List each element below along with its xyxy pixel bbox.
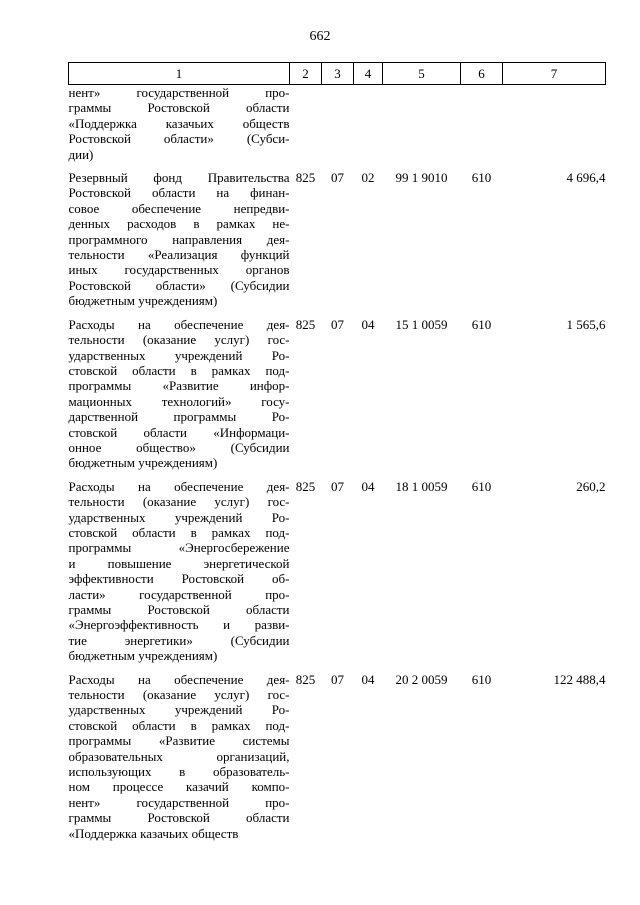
cell-rz	[322, 85, 354, 163]
description-line: тельности (оказание услуг) гос-	[68, 687, 290, 703]
description-line: ударственных учреждений Ро-	[68, 702, 290, 718]
cell-description	[69, 162, 290, 309]
description-line: Ростовской области» (Субси-	[68, 131, 290, 147]
description-line: и повышение энергетической	[68, 555, 290, 571]
cell-vr	[461, 85, 503, 163]
cell-csr: 18 1 0059	[395, 478, 448, 494]
cell-sum: 1 565,6	[566, 316, 606, 332]
cell-description	[69, 664, 290, 841]
description-line: Ростовской области» (Субсидии	[68, 277, 290, 293]
col-header-4: 4	[354, 63, 383, 85]
description-line: нент» государственной про-	[68, 794, 290, 810]
budget-table	[68, 62, 606, 841]
description-line: граммы Ростовской области	[68, 100, 290, 116]
cell-sum: 4 696,4	[566, 170, 606, 186]
cell-vr: 610	[471, 170, 492, 186]
description-line: нент» государственной про-	[68, 85, 290, 100]
cell-rz: 07	[331, 316, 344, 332]
cell-pr: 02	[361, 170, 375, 186]
col-header-3: 3	[322, 63, 354, 85]
cell-rz: 07	[331, 478, 344, 494]
description-line: программы «Развитие инфор-	[68, 378, 290, 394]
description-line: мационных технологий» госу-	[68, 393, 290, 409]
description-line: Ростовской области на финан-	[68, 185, 290, 201]
cell-description	[69, 309, 290, 471]
table-row	[69, 85, 606, 163]
description-line: Расходы на обеспечение дея-	[68, 316, 290, 332]
description-line: совое обеспечение непредви-	[68, 200, 290, 216]
cell-pr: 04	[361, 478, 375, 494]
cell-vr: 610	[471, 478, 492, 494]
description-line: тельности «Реализация функций	[68, 247, 290, 263]
cell-csr: 20 2 0059	[395, 671, 448, 687]
description-line: программы «Развитие системы	[68, 733, 290, 749]
cell-vr: 610	[471, 316, 492, 332]
table-row	[69, 309, 606, 471]
cell-sum: 122 488,4	[553, 671, 606, 687]
description-line: бюджетным учреждениям)	[68, 455, 218, 471]
description-line: стовской области в рамках под-	[68, 524, 290, 540]
table-row	[69, 471, 606, 664]
cell-pr	[354, 85, 383, 163]
description-line: иных государственных органов	[68, 262, 290, 278]
cell-gr: 825	[295, 316, 316, 332]
description-line: использующих в образователь-	[68, 764, 290, 780]
description-line: «Поддержка казачьих обществ	[68, 115, 290, 131]
description-line: образовательных организаций,	[68, 748, 290, 764]
table-row	[69, 664, 606, 841]
col-header-6: 6	[461, 63, 503, 85]
description-line: стовской области «Информаци-	[68, 424, 290, 440]
description-line: программного направления дея-	[68, 231, 290, 247]
cell-pr: 04	[361, 671, 375, 687]
description-line: стовской области в рамках под-	[68, 362, 290, 378]
description-line: Резервный фонд Правительства	[68, 170, 290, 186]
col-header-5: 5	[383, 63, 461, 85]
page-number: 662	[309, 29, 331, 44]
col-header-2: 2	[290, 63, 322, 85]
table-row	[69, 162, 606, 309]
description-line: ударственных учреждений Ро-	[68, 509, 290, 525]
cell-csr: 99 1 9010	[395, 170, 448, 186]
description-line: Расходы на обеспечение дея-	[68, 671, 290, 687]
description-line: стовской области в рамках под-	[68, 717, 290, 733]
description-line: ласти» государственной про-	[68, 586, 290, 602]
description-line: эффективности Ростовской об-	[68, 571, 290, 587]
description-line: бюджетным учреждениям)	[68, 293, 218, 309]
cell-vr: 610	[471, 671, 492, 687]
cell-gr: 825	[295, 478, 316, 494]
cell-csr: 15 1 0059	[395, 316, 448, 332]
description-line: онное общество» (Субсидии	[68, 439, 290, 455]
description-line: дии)	[68, 146, 94, 162]
description-line: тельности (оказание услуг) гос-	[68, 332, 290, 348]
table-header-row	[69, 63, 606, 85]
description-line: дарственной программы Ро-	[68, 409, 290, 425]
description-line: программы «Энергосбережение	[68, 540, 290, 556]
description-line: тие энергетики» (Субсидии	[68, 632, 290, 648]
description-line: граммы Ростовской области	[68, 602, 290, 617]
cell-pr: 04	[361, 316, 375, 332]
description-line: ударственных учреждений Ро-	[68, 347, 290, 363]
description-line: ном процессе казачий компо-	[68, 779, 290, 795]
col-header-7: 7	[503, 63, 606, 85]
description-line: бюджетным учреждениям)	[68, 648, 218, 664]
description-line: тельности (оказание услуг) гос-	[68, 494, 290, 510]
cell-gr: 825	[295, 671, 316, 687]
col-header-1: 1	[69, 63, 290, 85]
cell-gr	[290, 85, 322, 163]
cell-rz: 07	[331, 671, 344, 687]
description-line: «Поддержка казачьих обществ	[68, 825, 239, 841]
cell-description	[69, 85, 290, 163]
description-line: Расходы на обеспечение дея-	[68, 478, 290, 494]
cell-description	[69, 471, 290, 664]
description-line: «Энергоэффективность и разви-	[68, 617, 290, 633]
description-line: граммы Ростовской области	[68, 810, 290, 826]
cell-rz: 07	[331, 170, 344, 186]
cell-sum: 260,2	[576, 478, 606, 494]
table-body	[69, 85, 606, 842]
cell-sum	[503, 85, 606, 163]
cell-csr	[383, 85, 461, 163]
description-line: денных расходов в рамках не-	[68, 216, 290, 232]
cell-gr: 825	[295, 170, 316, 186]
